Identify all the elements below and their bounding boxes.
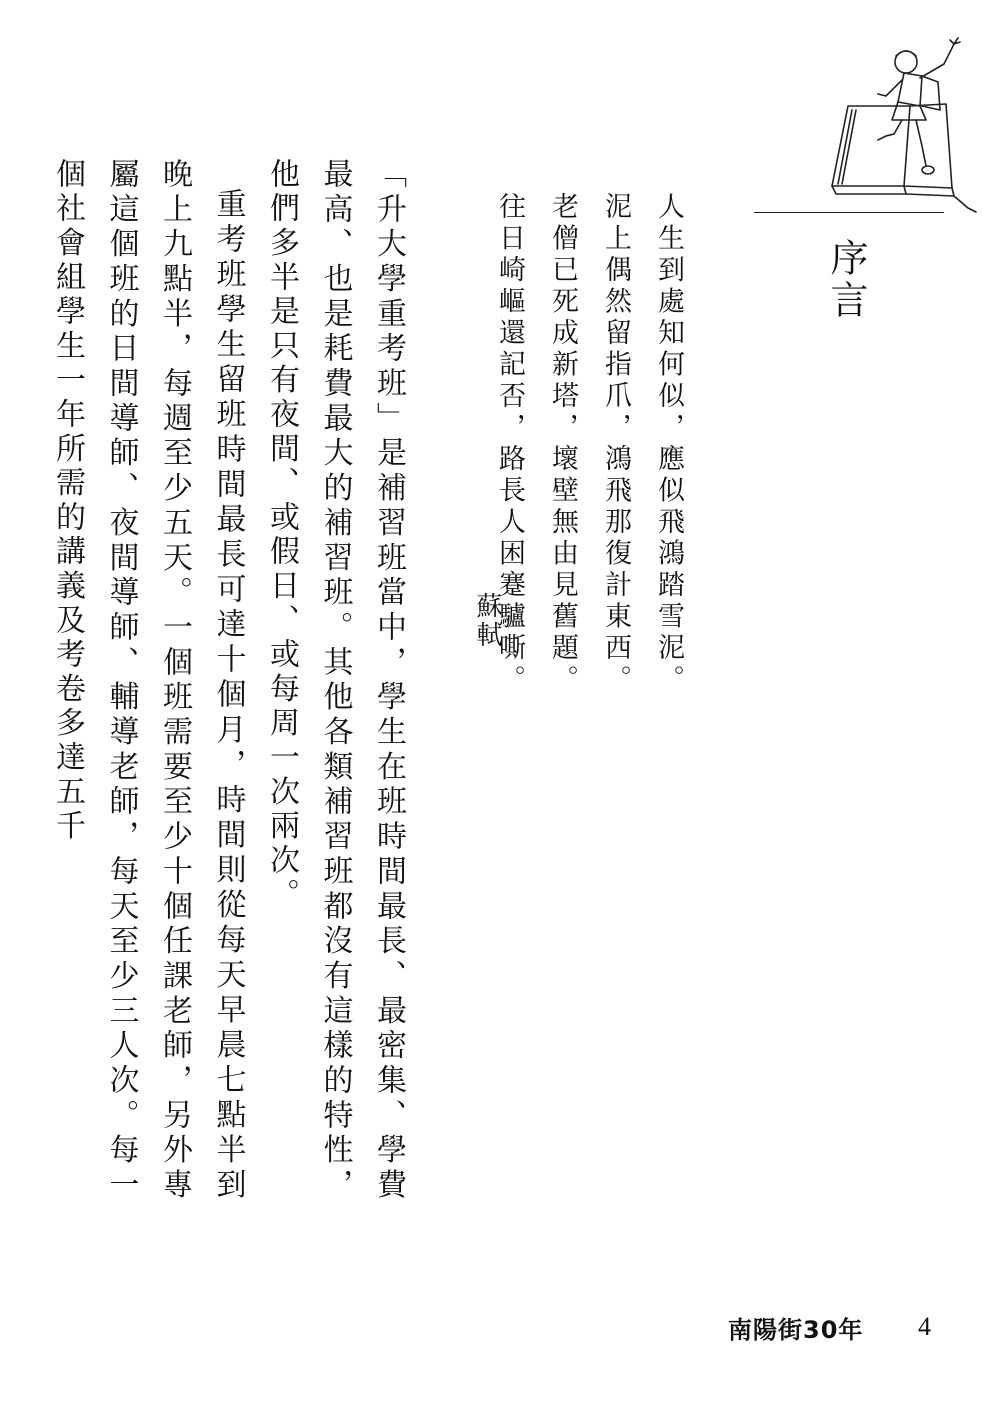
footer-book-title: 南陽街30年 bbox=[728, 1316, 864, 1344]
child-on-book-illustration bbox=[826, 36, 986, 216]
body-text bbox=[41, 158, 416, 1203]
poem-line: 泥上偶然留指爪，鴻飛那復計東西。 bbox=[600, 192, 631, 696]
epigraph-poem bbox=[483, 192, 695, 696]
body-paragraph: 「升大學重考班」是補習班當中，學生在班時間最長、最密集、學費最高、也是耗費最大的補習班。其他各類補習班都沒有這樣的特性，他們多半是只有夜間、或假日、或每周一次兩次。 bbox=[264, 158, 406, 1203]
poem-line: 老僧已死成新塔，壞壁無由見舊題。 bbox=[547, 192, 578, 696]
poem-line: 人生到處知何似，應似飛鴻踏雪泥。 bbox=[653, 192, 684, 696]
poem-author: 蘇軾 bbox=[472, 592, 502, 650]
title-divider bbox=[754, 212, 944, 213]
section-title: 序言 bbox=[824, 238, 868, 322]
body-paragraph: 重考班學生留班時間最長可達十個月，時間則從每天早晨七點半到晚上九點半，每週至少五天。一個班需要至少十個任課老師，另外專屬這個班的日間導師、夜間導師、輔導老師，每天至少三人次。每一個社會組學生一年所需的講義及考卷多達五千 bbox=[50, 158, 246, 1203]
poem-line: 往日崎嶇還記否，路長人困蹇驢嘶。 bbox=[494, 192, 525, 696]
page-number: 4 bbox=[918, 1312, 931, 1341]
